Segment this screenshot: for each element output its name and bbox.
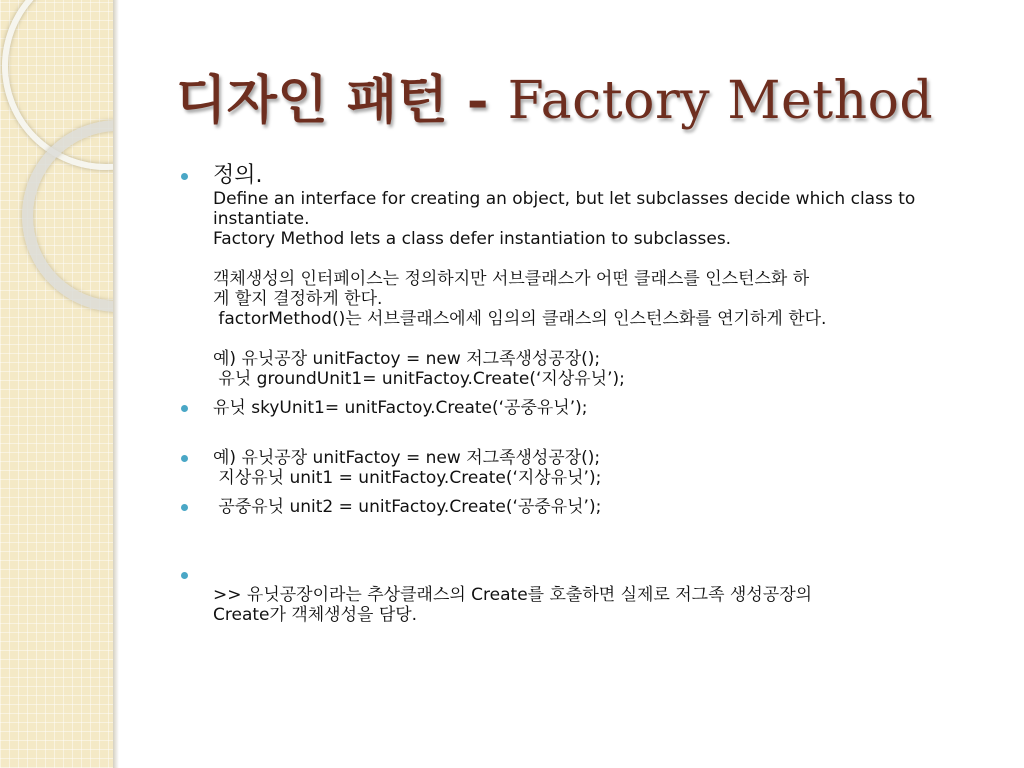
title-english: Factory Method — [507, 71, 934, 131]
bullet-dot-icon — [181, 504, 188, 511]
slide-body — [178, 163, 988, 625]
summary-line-1: >> 유닛공장이라는 추상클래스의 Create를 호출하면 실제로 저그족 생성공장의 — [213, 585, 813, 605]
title-korean: 디자인 패턴 — [176, 71, 449, 131]
summary-line-2: Create가 객체생성을 담당. — [213, 605, 418, 625]
bullet-definition — [178, 163, 988, 389]
bullet-dot-icon — [181, 455, 188, 462]
sky-unit-line: 유닛 skyUnit1= unitFactoy.Create(‘공중유닛’); — [213, 398, 588, 418]
definition-ko-line-1: 객체생성의 인터페이스는 정의하지만 서브클래스가 어떤 클래스를 인스턴스화 하 — [213, 269, 810, 289]
decorative-side-strip — [0, 0, 113, 768]
example-line-1: 예) 유닛공장 unitFactoy = new 저그족생성공장(); — [213, 349, 601, 369]
bullet-heading: 정의. — [213, 163, 263, 188]
example-line-2: 유닛 groundUnit1= unitFactoy.Create(‘지상유닛’); — [213, 369, 625, 389]
definition-en-line-1: Define an interface for creating an object, but let subclasses decide which class to — [213, 189, 916, 209]
summary-blank-line — [213, 565, 988, 585]
bullet-summary — [178, 565, 988, 625]
bullet-example-2 — [178, 448, 988, 488]
bullet-air-unit — [178, 497, 988, 517]
decorative-ring-small — [22, 120, 113, 312]
side-strip-shadow — [113, 0, 119, 768]
definition-en-line-2: instantiate. — [213, 209, 310, 229]
bullet-dot-icon — [181, 405, 188, 412]
bullet-dot-icon — [181, 572, 188, 579]
air-unit-line: 공중유닛 unit2 = unitFactoy.Create(‘공중유닛’); — [213, 497, 602, 517]
definition-ko-line-3: factorMethod()는 서브클래스에세 임의의 클래스의 인스턴스화를 연기하게 한다. — [213, 309, 827, 329]
bullet-dot-icon — [181, 173, 188, 180]
definition-en-line-3: Factory Method lets a class defer instantiation to subclasses. — [213, 229, 732, 249]
slide-title — [176, 58, 933, 133]
definition-ko-line-2: 게 할지 결정하게 한다. — [213, 289, 383, 309]
example2-line-2: 지상유닛 unit1 = unitFactoy.Create(‘지상유닛’); — [213, 468, 602, 488]
bullet-sky-unit — [178, 398, 988, 418]
example2-line-1: 예) 유닛공장 unitFactoy = new 저그족생성공장(); — [213, 448, 601, 468]
title-separator: - — [448, 70, 508, 131]
